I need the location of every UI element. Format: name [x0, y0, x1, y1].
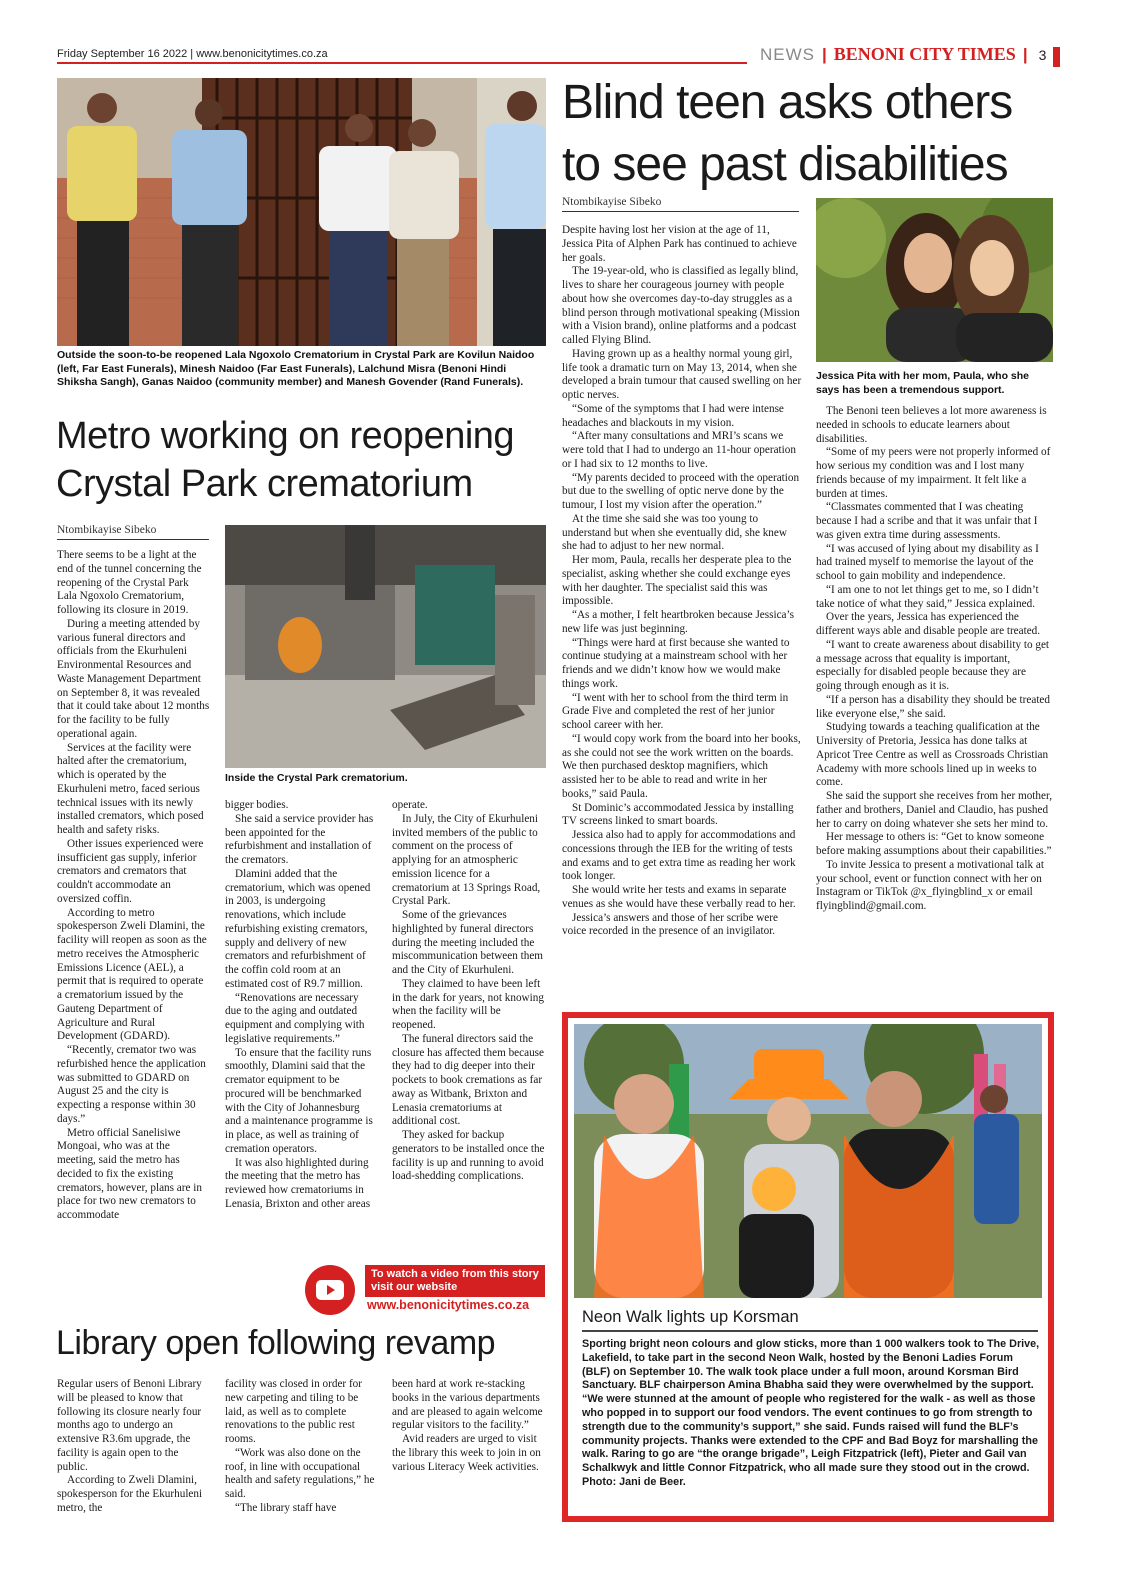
- paragraph: Studying towards a teaching qualification at the University of Pretoria, Jessica has done talks at Apricot Tree Centre as well as Crossroads Christian Academy with more schools lined up in weeks to come.: [816, 721, 1049, 789]
- paragraph: Having grown up as a healthy normal young girl, life took a dramatic turn on May 13, 2014, when she developed a brain tumour that caused swelling on her optic nerves.: [562, 347, 802, 401]
- paragraph: been hard at work re-stacking books in the various departments and are pleased to again welcome regular visitors to the facility.”: [392, 1378, 543, 1432]
- paragraph: “Some of the symptoms that I had were intense headaches and blackouts in my vision.: [562, 402, 784, 429]
- paragraph: Despite having lost her vision at the age of 11, Jessica Pita of Alphen Park has continued to achieve her goals.: [562, 224, 797, 264]
- paragraph: “I want to create awareness about disability to get a message across that equality is important, especially for disabled people because they are going through enough as it is.: [816, 638, 1050, 692]
- separator: |: [1022, 44, 1028, 64]
- paragraph: Her mom, Paula, recalls her desperate plea to the specialist, asking whether she could exchange eyes with her daughter. The specialist said this was impossible.: [562, 554, 792, 608]
- paragraph: “My parents decided to proceed with the operation but due to the swelling of optic nerve done by the tumour, I lost my vision after the operation.”: [562, 471, 800, 511]
- paragraph: “Recently, cremator two was refurbished hence the application was submitted to GDARD on August 25 and the city is expecting a response within 30 days.”: [57, 1044, 206, 1125]
- paragraph: “The library staff have: [235, 1501, 337, 1514]
- paragraph: “If a person has a disability they should be treated like everyone else,” she said.: [816, 693, 1050, 720]
- paragraph: In July, the City of Ekurhuleni invited members of the public to comment on the process of applying for an atmospheric emission licence for a crematorium at 13 Springs Road, Crystal Park.: [392, 812, 541, 908]
- blind-teen-byline: Ntombikayise Sibeko: [562, 196, 799, 212]
- date-site-line: Friday September 16 2022 | www.benonicitytimes.co.za: [57, 48, 328, 60]
- paragraph: Other issues experienced were insufficient gas supply, inferior cremators and cremators that couldn't accommodate an oversized coffin.: [57, 837, 204, 905]
- funeral-directors-photo: [57, 78, 546, 346]
- paragraph: Her message to others is: “Get to know someone before making assumptions about their capabilities.”: [816, 831, 1052, 857]
- paragraph: “As a mother, I felt heartbroken because Jessica’s new life was just beginning.: [562, 609, 794, 635]
- paragraph: Over the years, Jessica has experienced the different ways able and disable people are treated.: [816, 611, 1041, 637]
- library-column-1: [57, 1378, 209, 1516]
- crematorium-interior-caption: Inside the Crystal Park crematorium.: [225, 772, 408, 784]
- paragraph: The 19-year-old, who is classified as legally blind, lives to share her courageous journey with people about how she overcomes day-to-day struggles as a blind person through motivational speaking (Mission with a Vision brand), online platforms and a podcast called Flying Blind.: [562, 265, 800, 346]
- section-label: NEWS: [760, 44, 815, 64]
- video-promo-text: To watch a video from this story visit our website: [365, 1265, 545, 1297]
- brand-name: BENONI CITY TIMES: [833, 44, 1016, 64]
- crematorium-interior-photo: [225, 525, 546, 768]
- paragraph: To invite Jessica to present a motivational talk at your school, event or function connect with her on Instagram or TikTok @x_flyingblind_x or email flyingblind@gmail.com.: [816, 858, 1044, 912]
- paragraph: She said a service provider has been appointed for the refurbishment and installation of the cremators.: [225, 812, 374, 866]
- paragraph: It was also highlighted during the meeting that the metro has reviewed how crematoriums in Lenasia, Brixton and other areas: [225, 1156, 371, 1210]
- neon-walk-text: Sporting bright neon colours and glow sticks, more than 1 000 walkers took to The Drive, Lakefield, to take part in the second Neon Walk, hosted by the Benoni Ladies Forum (BLF) on September 10. The walk took place under a full moon, around Korsman Bird Sanctuary. BLF chairperson Amina Bhabha said they were overwhelmed by the support. “We were stunned at the amount of people who registered for the walk - as well as those who popped in to support our food vendors. The event continues to go from strength to strength due to the community’s support,” she said. Funds raised will fund the BLF’s community projects. Thanks were extended to the CPF and Bad Boyz for marshalling the walk. Raring to go are “the orange brigade”, Leigh Fitzpatrick (left), Pieter and Gail van Schalkwyk and little Connor Fitzpatrick, who all made sure they stood out in the crowd. Photo: Jani de Beer.: [582, 1338, 1040, 1488]
- paragraph: “Classmates commented that I was cheating because I had a scribe and that it was unfair that I was given extra time during assessments.: [816, 501, 1038, 541]
- masthead: [760, 44, 1046, 65]
- blind-teen-headline: Blind teen asks others to see past disabilities: [562, 76, 1013, 191]
- paragraph: At the time she said she was too young to understand but when she eventually did, she knew she had to adjust to her new normal.: [562, 512, 787, 553]
- funeral-directors-caption: Outside the soon-to-be reopened Lala Ngoxolo Crematorium in Crystal Park are Kovilun Naidoo (left, Far East Funerals), Minesh Naidoo (Far East Funerals), Lalchund Misra (Benoni Hindi Shiksha Sangh), Ganas Naidoo (community member) and Manesh Govender (Rand Funerals).: [57, 349, 535, 389]
- website-link[interactable]: www.benonicitytimes.co.za: [367, 1298, 530, 1312]
- jessica-and-mom-photo: [816, 198, 1053, 362]
- paragraph: They claimed to have been left in the dark for years, not knowing when the facility will be reopened.: [392, 977, 544, 1031]
- paragraph: She said the support she receives from her mother, father and brothers, Daniel and Claudio, has pushed her to carry on doing whatever she sets her mind to.: [816, 790, 1053, 830]
- paragraph: “Renovations are necessary due to the aging and outdated equipment and complying with legislative requirements.”: [225, 991, 365, 1045]
- paragraph: “After many consultations and MRI’s scans we were told that I had to undergo an 11-hour operation or I had six to 12 months to live.: [562, 430, 796, 470]
- header-rule: [57, 62, 747, 64]
- separator: |: [822, 44, 827, 64]
- paragraph: “I was accused of lying about my disability as I had trained myself to memorise the layout of the school to gain mobility and independence.: [816, 542, 1039, 582]
- paragraph: “I would copy work from the board into her books, as she could not see the work written on the boards. We then purchased desktop magnifiers, which assisted her to be able to read and write in her books,” said Paula.: [562, 732, 801, 800]
- paragraph: Metro official Sanelisiwe Mongoai, who was at the meeting, said the metro has decided to fix the existing cremators, however, plans are in place for two new cremators to accommodate: [57, 1126, 202, 1221]
- paragraph: She would write her tests and exams in separate venues as she would have these verbally read to her.: [562, 884, 796, 910]
- paragraph: “I went with her to school from the third term in Grade Five and completed the rest of her junior school career with her.: [562, 691, 789, 731]
- paragraph: Regular users of Benoni Library will be pleased to know that following its closure nearly four months ago to undergo an extensive R3.6m upgrade, the facility is again open to the public.: [57, 1378, 202, 1473]
- paragraph: “Some of my peers were not properly informed of how serious my condition was and I lost many friends because of my impairment. It felt like a burden at times.: [816, 446, 1051, 500]
- paragraph: Avid readers are urged to visit the library this week to join in on various Literacy Week activities.: [392, 1433, 541, 1473]
- jessica-photo-caption: Jessica Pita with her mom, Paula, who she says has been a tremendous support.: [816, 370, 1029, 396]
- paragraph: The Benoni teen believes a lot more awareness is needed in schools to educate learners about disabilities.: [816, 405, 1047, 445]
- paragraph: “Work was also done on the roof, in line with occupational health and safety regulations,” he said.: [225, 1446, 375, 1500]
- paragraph: The funeral directors said the closure has affected them because they had to dig deeper into their pockets to book cremations as far away as Witbank, Brixton and Lenasia crematoriums at additional cost.: [392, 1032, 544, 1128]
- blind-teen-column-1: [562, 224, 802, 939]
- library-column-2: [225, 1378, 377, 1516]
- paragraph: “Things were hard at first because she wanted to continue studying at a mainstream school with her friends and we didn’t know how we would make things work.: [562, 636, 790, 690]
- paragraph: facility was closed in order for new carpeting and tiling to be laid, as well as to complete renovations to the public rest rooms.: [225, 1378, 362, 1445]
- paragraph: During a meeting attended by various funeral directors and officials from the Ekurhuleni Environmental Resources and Waste Management Department on September 8, it was revealed that it could take about 12 months for the facility to be fully operational again.: [57, 617, 210, 740]
- crematorium-column-1: [57, 549, 210, 1223]
- paragraph: “I am one to not let things get to me, so I didn’t take notice of what they said,” Jessica explained.: [816, 583, 1039, 610]
- crematorium-column-3: [392, 799, 547, 1184]
- crematorium-byline: Ntombikayise Sibeko: [57, 524, 209, 540]
- paragraph: Jessica’s answers and those of her scribe were voice recorded in the presence of an invigilator.: [562, 911, 778, 938]
- paragraph: According to metro spokesperson Zweli Dlamini, the facility will reopen as soon as the metro receives the Atmospheric Emissions Licence (AEL), a permit that is required to operate a crematorium issued by the Gauteng Department of Agriculture and Rural Development (GDARD).: [57, 906, 207, 1043]
- crematorium-column-2: [225, 799, 377, 1212]
- paragraph: Some of the grievances highlighted by funeral directors during the meeting included the miscommunication between them and the City of Ekurhuleni.: [392, 909, 543, 976]
- paragraph: To ensure that the facility runs smoothly, Dlamini said that the cremator equipment to be procured will be benchmarked with the City of Johannesburg and a maintenance programme is in place, as well as training of cremation operators.: [225, 1046, 373, 1155]
- paragraph: Jessica also had to apply for accommodations and concessions through the IEB for the writing of tests and exams and to get extra time as reading her work took longer.: [562, 829, 796, 883]
- header-accent-block: [1053, 47, 1060, 67]
- youtube-icon[interactable]: [305, 1265, 355, 1315]
- paragraph: They asked for backup generators to be installed once the facility is up and running to avoid load-shedding complications.: [392, 1129, 545, 1183]
- paragraph: operate.: [392, 799, 428, 811]
- paragraph: bigger bodies.: [225, 799, 289, 811]
- paragraph: Dlamini added that the crematorium, which was opened in 2003, is undergoing renovations, which include refurbishing existing cremators, supply and delivery of new cremators and refurbishment of the coffin cold room at an estimated cost of R9.7 million.: [225, 867, 371, 990]
- neon-walk-photo: [574, 1024, 1042, 1298]
- paragraph: Services at the facility were halted after the crematorium, which is operated by the Ekurhuleni metro, faced serious technical issues with its newly installed cremators, which posed health and safety risks.: [57, 741, 204, 836]
- blind-teen-column-2: [816, 405, 1054, 914]
- paragraph: There seems to be a light at the end of the tunnel concerning the reopening of the Crystal Park Lala Ngoxolo Crematorium, following its closure in 2019.: [57, 549, 202, 616]
- paragraph: According to Zweli Dlamini, spokesperson for the Ekurhuleni metro, the: [57, 1474, 203, 1514]
- library-headline: Library open following revamp: [56, 1324, 496, 1362]
- neon-walk-title: Neon Walk lights up Korsman: [582, 1308, 1038, 1332]
- page-number: 3: [1038, 46, 1047, 63]
- library-column-3: [392, 1378, 547, 1474]
- paragraph: St Dominic’s accommodated Jessica by installing TV screens linked to smart boards.: [562, 801, 794, 828]
- neon-walk-box: [562, 1012, 1054, 1522]
- crematorium-headline: Metro working on reopening Crystal Park crematorium: [56, 415, 515, 505]
